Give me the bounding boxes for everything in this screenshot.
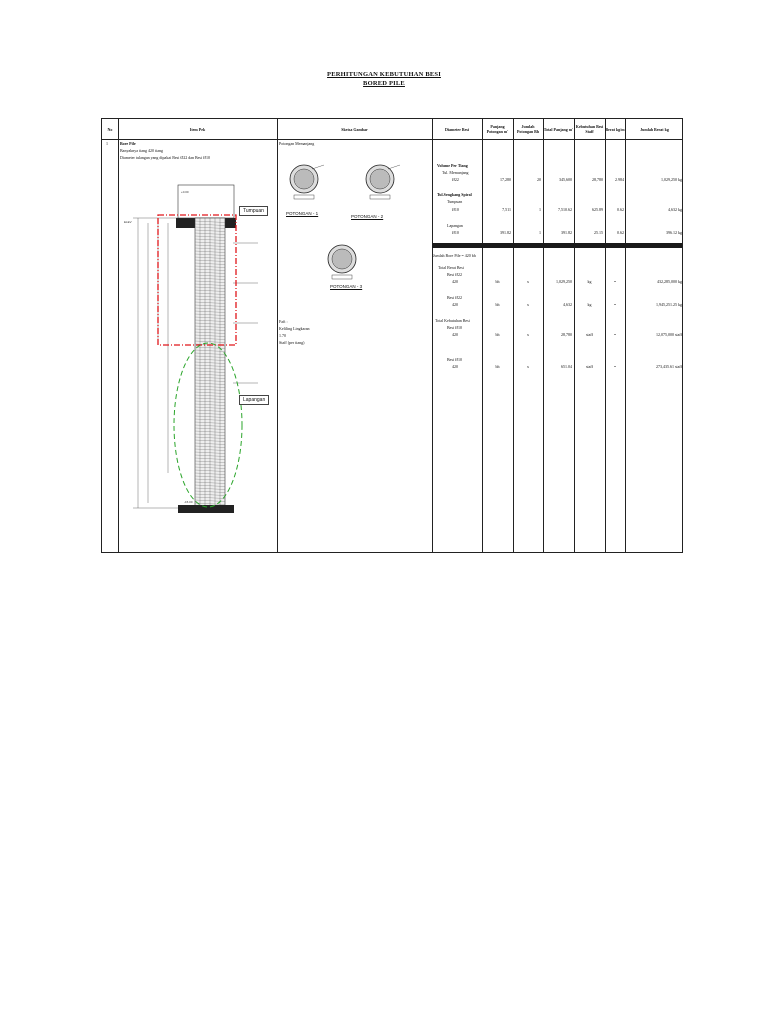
d10b-panjang: 391.82 — [500, 230, 511, 235]
header-kebutuhan: Kebutuhan Besi Staff — [575, 124, 604, 134]
tumpuan-label: Tumpuan — [447, 199, 463, 204]
d22-kebutuhan: 28,780 — [592, 177, 603, 182]
item-number: 1 — [106, 141, 108, 146]
svg-text:ELEV: ELEV — [124, 220, 132, 224]
header-no: No — [107, 126, 113, 132]
s4-multiply: x — [527, 364, 529, 369]
tag-tumpuan: Tumpuan — [239, 206, 268, 216]
jumlah-bore-pile: Jumlah Bore Pile = 420 bh — [433, 253, 476, 258]
s3-total: 12,075,000 staff — [655, 332, 682, 337]
header-total-panjang: Total Panjang m' — [543, 126, 574, 132]
s2-kg: kg — [587, 302, 592, 307]
d10a-panjang: 7,511 — [502, 207, 511, 212]
d10a-jumlah: 1 — [539, 207, 541, 212]
svg-text:+0.00: +0.00 — [181, 190, 189, 194]
s3-staff: staff — [585, 332, 594, 337]
document-subtitle: BORED PILE — [363, 80, 405, 87]
d22-total: 345,600 — [559, 177, 572, 182]
s4-unit: bh — [495, 364, 500, 369]
item-desc-2: Diameter tulangan yang dipakai Besi Ø22 dan Besi Ø10 — [120, 155, 210, 160]
potongan-1-label: POTONGAN - 1 — [286, 211, 319, 216]
potongan-3-label: POTONGAN - 3 — [330, 284, 363, 289]
d10b-jumlah-berat: 396.12 kg — [666, 230, 682, 235]
s2-total: 1,945,251.25 kg — [656, 302, 682, 307]
pile-elevation-drawing — [118, 163, 277, 523]
besi-d22-label: Besi Ø22 — [447, 272, 462, 277]
item-name: Bore Pile — [120, 141, 136, 146]
s2-count: 420 — [452, 302, 458, 307]
s2-unit: bh — [495, 302, 500, 307]
sketch-caption: Potongan Memanjang — [279, 141, 315, 146]
besi-d10b-label: Besi Ø10 — [447, 357, 462, 362]
besi-d22b-label: Besi Ø22 — [447, 295, 462, 300]
header-jumlah-berat: Jumlah Berat kg — [640, 126, 669, 132]
document-title: PERHITUNGAN KEBUTUHAN BESI — [327, 71, 441, 78]
header-panjang: Panjang Potongan m' — [486, 124, 509, 134]
volume-title: Volume Per Tiang — [437, 163, 468, 168]
dia-22: Ø22 — [452, 177, 459, 182]
s2-multiply: x — [527, 302, 529, 307]
d10b-kebutuhan: 25.15 — [594, 230, 603, 235]
s3-unit: bh — [495, 332, 500, 337]
d10b-jumlah: 1 — [539, 230, 541, 235]
s1-value: 1,029,250 — [556, 279, 572, 284]
col-divider — [277, 119, 278, 552]
tul-memanjang: Tul. Memanjang — [442, 170, 469, 175]
sengkang-title: Tul.Sengkang Spiral — [437, 192, 472, 197]
s1-multiply: x — [527, 279, 529, 284]
header-berat: Berat kg/m — [605, 126, 625, 132]
item-desc-1: Banyaknya tiang 420 tiang — [120, 148, 163, 153]
header-sketsa: Sketsa Gambar — [341, 126, 368, 132]
section-separator — [432, 243, 682, 248]
s4-total: 273,435.61 staff — [655, 364, 682, 369]
s1-kg: kg — [587, 279, 592, 284]
pile-base — [178, 505, 234, 513]
cross-section-drawings — [282, 159, 427, 299]
s1-count: 420 — [452, 279, 458, 284]
header-diameter: Diameter Besi — [444, 126, 470, 132]
svg-text:-15.00: -15.00 — [184, 500, 193, 504]
note-line-3: Staff (per tiang) — [279, 340, 305, 345]
d10a-jumlah-berat: 4,632 kg — [668, 207, 682, 212]
s3-equals: = — [613, 332, 617, 337]
section-2 — [366, 165, 400, 199]
s3-multiply: x — [527, 332, 529, 337]
total-kebutuhan-besi: Total Kebutuhan Besi — [435, 318, 470, 323]
header-jumlah-potongan: Jumlah Potongan Bh — [516, 124, 540, 134]
total-berat-besi: Total Berat Besi — [438, 265, 464, 270]
s4-value: 651.04 — [561, 364, 572, 369]
header-divider — [102, 139, 682, 140]
d22-berat: 2.984 — [615, 177, 624, 182]
dia-10-lapangan: Ø10 — [452, 230, 459, 235]
note-line-1: Keliling Lingkaran — [279, 326, 310, 331]
lapangan-label: Lapangan — [447, 223, 463, 228]
d22-jumlah-berat: 1,029,250 kg — [661, 177, 682, 182]
section-3 — [328, 245, 356, 279]
note-line-2: 1.70 — [279, 333, 286, 338]
s1-equals: = — [613, 279, 617, 284]
header-item: Item Pek — [189, 126, 206, 132]
d10a-kebutuhan: 625.89 — [592, 207, 603, 212]
s1-unit: bh — [495, 279, 500, 284]
tag-lapangan: Lapangan — [239, 395, 269, 405]
rebar-table — [101, 118, 683, 553]
s1-total: 432,285,000 kg — [657, 279, 682, 284]
section-1 — [290, 165, 324, 199]
d22-panjang: 17,280 — [500, 177, 511, 182]
s4-count: 420 — [452, 364, 458, 369]
s4-staff: staff — [585, 364, 594, 369]
s4-equals: = — [613, 364, 617, 369]
potongan-2-label: POTONGAN - 2 — [351, 214, 384, 219]
d10b-berat: 0.62 — [617, 230, 624, 235]
s2-equals: = — [613, 302, 617, 307]
d22-jumlah: 20 — [537, 177, 541, 182]
besi-d10-label: Besi Ø10 — [447, 325, 462, 330]
d10a-berat: 0.62 — [617, 207, 624, 212]
note-title: Faft : — [279, 319, 288, 324]
col-divider — [432, 119, 433, 552]
dia-10-tumpuan: Ø10 — [452, 207, 459, 212]
s3-count: 420 — [452, 332, 458, 337]
s2-value: 4,632 — [563, 302, 572, 307]
s3-value: 28,780 — [561, 332, 572, 337]
d10a-total: 7,510.62 — [558, 207, 572, 212]
d10b-total: 391.82 — [561, 230, 572, 235]
